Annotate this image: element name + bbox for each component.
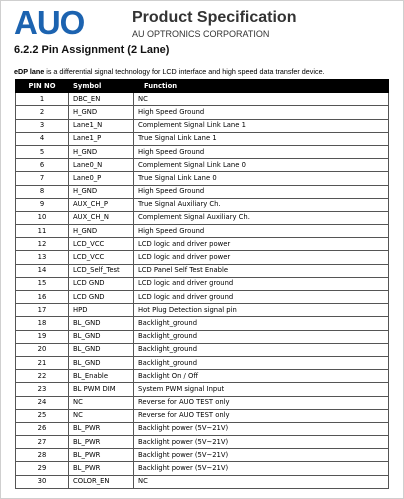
function-cell: NC xyxy=(134,93,389,106)
symbol-cell: BL_PWR xyxy=(69,422,134,435)
pin-number-cell: 26 xyxy=(16,422,69,435)
function-cell: High Speed Ground xyxy=(134,185,389,198)
pin-number-cell: 2 xyxy=(16,106,69,119)
symbol-cell: LCD_Self_Test xyxy=(69,264,134,277)
symbol-cell: BL_GND xyxy=(69,343,134,356)
symbol-cell: BL_Enable xyxy=(69,370,134,383)
header-function: Function xyxy=(134,80,389,93)
doc-title: Product Specification xyxy=(132,9,297,26)
pin-number-cell: 4 xyxy=(16,132,69,145)
table-row xyxy=(16,475,389,488)
function-cell: LCD logic and driver power xyxy=(134,251,389,264)
function-cell: Complement Signal Link Lane 1 xyxy=(134,119,389,132)
symbol-cell: BL_PWR xyxy=(69,462,134,475)
pin-number-cell: 13 xyxy=(16,251,69,264)
pin-number-cell: 27 xyxy=(16,436,69,449)
pin-number-cell: 25 xyxy=(16,409,69,422)
function-cell: Backlight power (5V~21V) xyxy=(134,449,389,462)
symbol-cell: Lane0_N xyxy=(69,159,134,172)
symbol-cell: COLOR_EN xyxy=(69,475,134,488)
symbol-cell: LCD_VCC xyxy=(69,238,134,251)
pin-number-cell: 21 xyxy=(16,356,69,369)
table-row xyxy=(16,330,389,343)
symbol-cell: H_GND xyxy=(69,145,134,158)
pin-number-cell: 7 xyxy=(16,172,69,185)
table-row xyxy=(16,291,389,304)
function-cell: True Signal Link Lane 1 xyxy=(134,132,389,145)
table-header-row xyxy=(16,80,389,93)
pin-number-cell: 16 xyxy=(16,291,69,304)
symbol-cell: BL PWM DIM xyxy=(69,383,134,396)
pin-number-cell: 30 xyxy=(16,475,69,488)
pin-number-cell: 29 xyxy=(16,462,69,475)
pin-number-cell: 24 xyxy=(16,396,69,409)
table-row xyxy=(16,93,389,106)
symbol-cell: H_GND xyxy=(69,225,134,238)
symbol-cell: Lane0_P xyxy=(69,172,134,185)
table-row xyxy=(16,422,389,435)
auo-logo: AUO xyxy=(14,4,85,41)
function-cell: Backlight power (5V~21V) xyxy=(134,436,389,449)
function-cell: Backlight_ground xyxy=(134,330,389,343)
header-symbol: Symbol xyxy=(69,80,134,93)
symbol-cell: BL_GND xyxy=(69,330,134,343)
symbol-cell: H_GND xyxy=(69,106,134,119)
table-row xyxy=(16,132,389,145)
table-row xyxy=(16,106,389,119)
function-cell: Backlight power (5V~21V) xyxy=(134,462,389,475)
symbol-cell: BL_GND xyxy=(69,356,134,369)
table-row xyxy=(16,383,389,396)
function-cell: Reverse for AUO TEST only xyxy=(134,396,389,409)
pin-number-cell: 17 xyxy=(16,304,69,317)
function-cell: LCD logic and driver ground xyxy=(134,291,389,304)
function-cell: Hot Plug Detection signal pin xyxy=(134,304,389,317)
pin-number-cell: 23 xyxy=(16,383,69,396)
table-row xyxy=(16,409,389,422)
function-cell: High Speed Ground xyxy=(134,106,389,119)
symbol-cell: DBC_EN xyxy=(69,93,134,106)
pin-number-cell: 3 xyxy=(16,119,69,132)
symbol-cell: LCD GND xyxy=(69,291,134,304)
pin-number-cell: 20 xyxy=(16,343,69,356)
table-row xyxy=(16,449,389,462)
pin-number-cell: 14 xyxy=(16,264,69,277)
table-row xyxy=(16,396,389,409)
table-row xyxy=(16,436,389,449)
table-row xyxy=(16,159,389,172)
function-cell: LCD logic and driver ground xyxy=(134,277,389,290)
pin-table xyxy=(15,79,389,489)
pin-number-cell: 10 xyxy=(16,211,69,224)
pin-number-cell: 9 xyxy=(16,198,69,211)
function-cell: Backlight On / Off xyxy=(134,370,389,383)
symbol-cell: Lane1_P xyxy=(69,132,134,145)
table-row xyxy=(16,238,389,251)
table-row xyxy=(16,225,389,238)
function-cell: LCD logic and driver power xyxy=(134,238,389,251)
table-row xyxy=(16,264,389,277)
table-row xyxy=(16,462,389,475)
table-row xyxy=(16,251,389,264)
description-term: eDP lane xyxy=(14,67,45,76)
symbol-cell: LCD GND xyxy=(69,277,134,290)
function-cell: True Signal Auxiliary Ch. xyxy=(134,198,389,211)
function-cell: High Speed Ground xyxy=(134,225,389,238)
symbol-cell: Lane1_N xyxy=(69,119,134,132)
table-row xyxy=(16,185,389,198)
table-row xyxy=(16,198,389,211)
function-cell: Complement Signal Link Lane 0 xyxy=(134,159,389,172)
table-row xyxy=(16,211,389,224)
function-cell: System PWM signal Input xyxy=(134,383,389,396)
table-row xyxy=(16,304,389,317)
pin-number-cell: 1 xyxy=(16,93,69,106)
table-row xyxy=(16,356,389,369)
section-title: 6.2.2 Pin Assignment (2 Lane) xyxy=(14,44,170,56)
function-cell: Backlight_ground xyxy=(134,356,389,369)
symbol-cell: NC xyxy=(69,396,134,409)
description-text: is a differential signal technology for LCD interface and high speed data transfer device. xyxy=(44,67,325,76)
symbol-cell: BL_PWR xyxy=(69,449,134,462)
pin-number-cell: 22 xyxy=(16,370,69,383)
company-name: AU OPTRONICS CORPORATION xyxy=(132,29,270,39)
symbol-cell: LCD_VCC xyxy=(69,251,134,264)
function-cell: NC xyxy=(134,475,389,488)
symbol-cell: HPD xyxy=(69,304,134,317)
function-cell: High Speed Ground xyxy=(134,145,389,158)
function-cell: True Signal Link Lane 0 xyxy=(134,172,389,185)
table-row xyxy=(16,145,389,158)
pin-number-cell: 19 xyxy=(16,330,69,343)
symbol-cell: AUX_CH_P xyxy=(69,198,134,211)
symbol-cell: H_GND xyxy=(69,185,134,198)
symbol-cell: NC xyxy=(69,409,134,422)
table-row xyxy=(16,370,389,383)
pin-number-cell: 15 xyxy=(16,277,69,290)
table-body xyxy=(16,93,389,489)
symbol-cell: BL_GND xyxy=(69,317,134,330)
header-pin-no: PIN NO xyxy=(16,80,69,93)
function-cell: Backlight power (5V~21V) xyxy=(134,422,389,435)
function-cell: Complement Signal Auxiliary Ch. xyxy=(134,211,389,224)
pin-number-cell: 12 xyxy=(16,238,69,251)
table-row xyxy=(16,277,389,290)
table-row xyxy=(16,172,389,185)
pin-number-cell: 28 xyxy=(16,449,69,462)
page-header xyxy=(0,0,404,44)
pin-number-cell: 11 xyxy=(16,225,69,238)
table-row xyxy=(16,317,389,330)
symbol-cell: BL_PWR xyxy=(69,436,134,449)
function-cell: Backlight_ground xyxy=(134,317,389,330)
pin-number-cell: 6 xyxy=(16,159,69,172)
symbol-cell: AUX_CH_N xyxy=(69,211,134,224)
table-row xyxy=(16,119,389,132)
pin-number-cell: 8 xyxy=(16,185,69,198)
function-cell: Reverse for AUO TEST only xyxy=(134,409,389,422)
table-row xyxy=(16,343,389,356)
pin-number-cell: 18 xyxy=(16,317,69,330)
function-cell: Backlight_ground xyxy=(134,343,389,356)
description xyxy=(14,68,325,76)
function-cell: LCD Panel Self Test Enable xyxy=(134,264,389,277)
pin-number-cell: 5 xyxy=(16,145,69,158)
